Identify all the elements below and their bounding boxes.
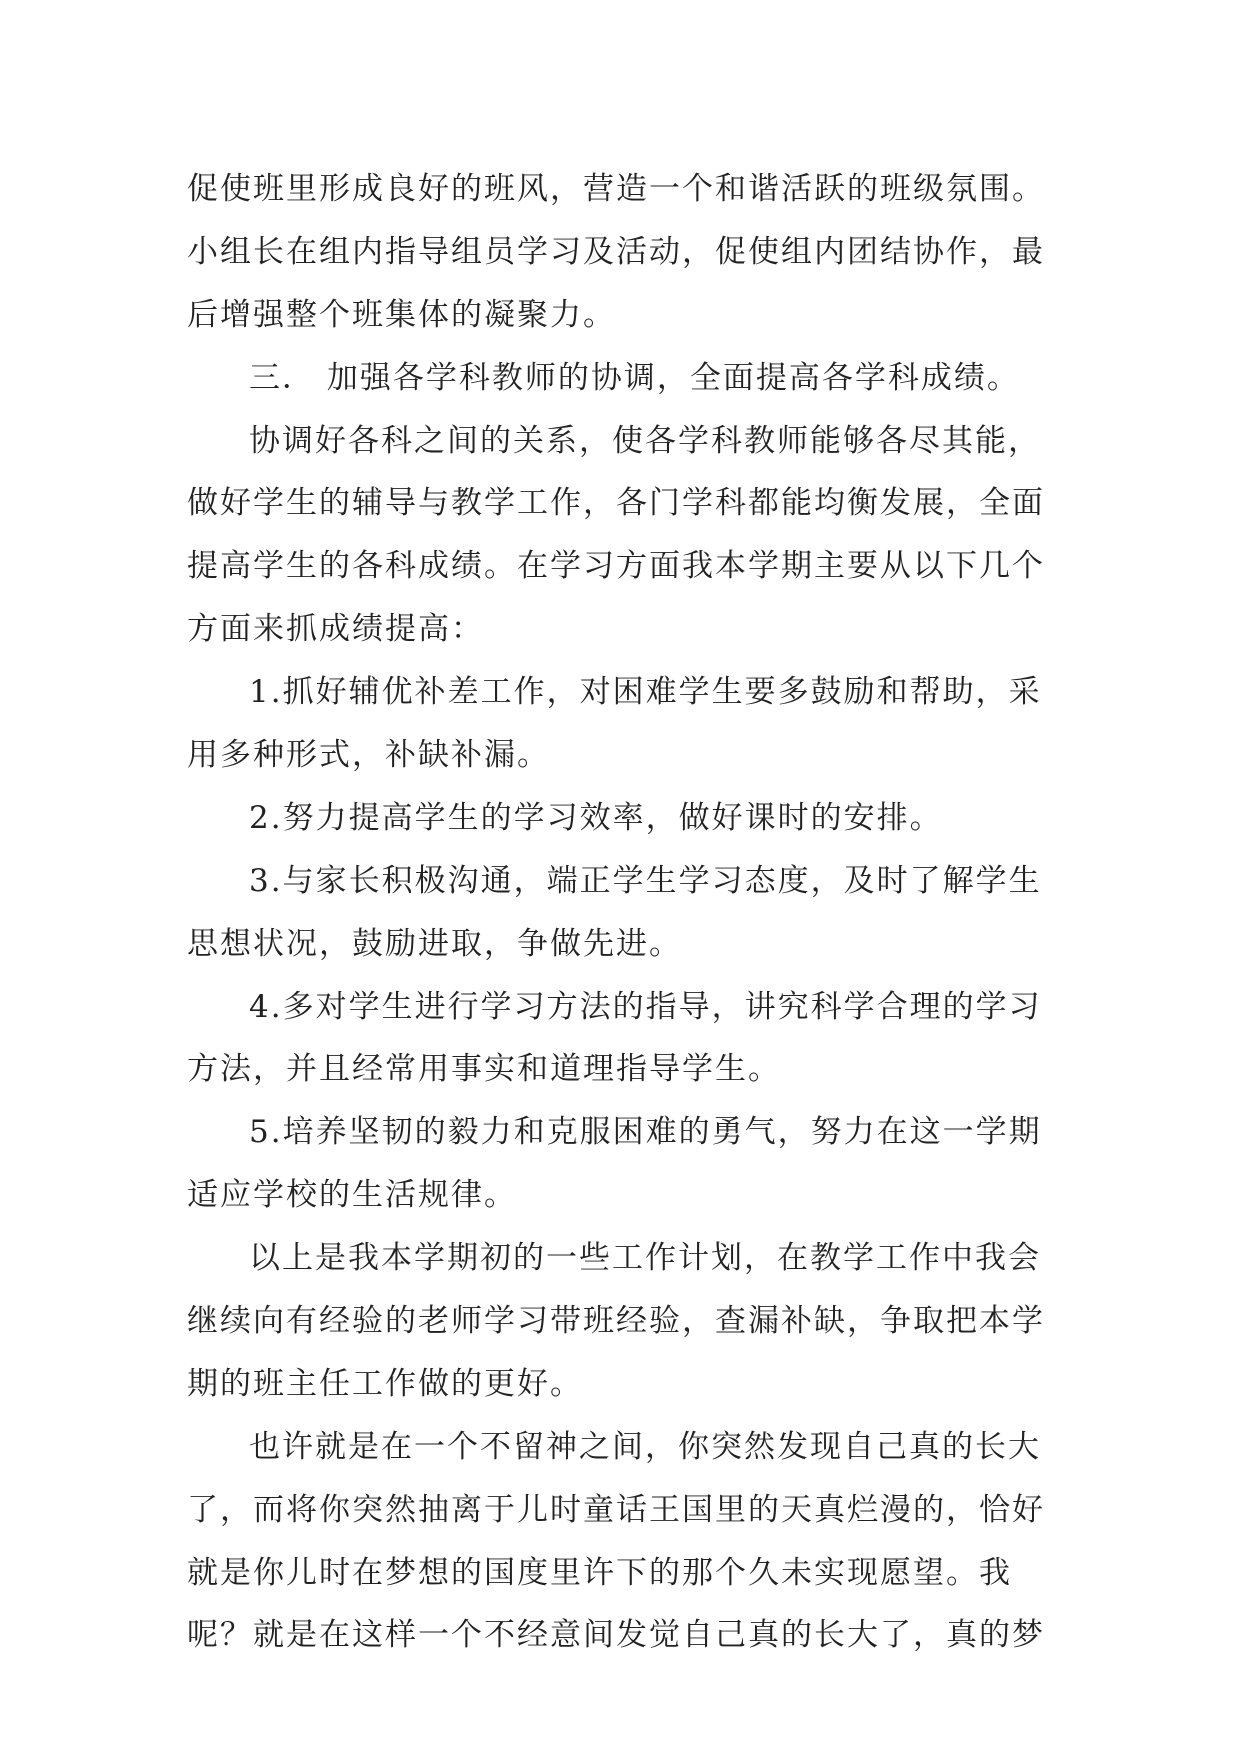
text-line: 了，而将你突然抽离于儿时童话王国里的天真烂漫的，恰好 [187, 1491, 1045, 1528]
text-line: 方法，并且经常用事实和道理指导学生。 [187, 1051, 781, 1088]
text-line: 后增强整个班集体的凝聚力。 [187, 296, 616, 333]
list-item-3: 3.与家长积极沟通，端正学生学习态度，及时了解学生 [249, 862, 1042, 899]
text-line: 用多种形式，补缺补漏。 [187, 737, 550, 774]
text-line: 期的班主任工作做的更好。 [187, 1365, 583, 1402]
document-body [187, 158, 1067, 1667]
text-line: 促使班里形成良好的班风，营造一个和谐活跃的班级氛围。 [187, 171, 1045, 207]
text-line: 小组长在组内指导组员学习及活动，促使组内团结协作，最 [187, 233, 1045, 270]
paragraph-start: 也许就是在一个不留神之间，你突然发现自己真的长大 [249, 1428, 1041, 1465]
section-heading: 三． 加强各学科教师的协调，全面提高各学科成绩。 [249, 359, 1020, 396]
text-line: 思想状况，鼓励进取，争做先进。 [187, 925, 682, 962]
text-line: 就是你儿时在梦想的国度里许下的那个久未实现愿望。我 [187, 1554, 1012, 1591]
list-item-5: 5.培养坚韧的毅力和克服困难的勇气，努力在这一学期 [249, 1114, 1042, 1151]
text-line: 做好学生的辅导与教学工作，各门学科都能均衡发展，全面 [187, 485, 1045, 522]
paragraph-start: 以上是我本学期初的一些工作计划，在教学工作中我会 [249, 1240, 1041, 1277]
text-line: 提高学生的各科成绩。在学习方面我本学期主要从以下几个 [187, 548, 1045, 585]
list-item-2: 2.努力提高学生的学习效率，做好课时的安排。 [249, 799, 943, 836]
paragraph-start: 协调好各科之间的关系，使各学科教师能够各尽其能， [249, 422, 1041, 459]
text-line: 继续向有经验的老师学习带班经验，查漏补缺，争取把本学 [187, 1303, 1045, 1340]
list-item-1: 1.抓好辅优补差工作，对困难学生要多鼓励和帮助，采 [249, 674, 1042, 711]
text-line: 方面来抓成绩提高： [187, 611, 484, 648]
list-item-4: 4.多对学生进行学习方法的指导，讲究科学合理的学习 [249, 988, 1042, 1025]
text-line: 呢？就是在这样一个不经意间发觉自己真的长大了，真的梦 [187, 1617, 1045, 1654]
text-line: 适应学校的生活规律。 [187, 1177, 517, 1214]
